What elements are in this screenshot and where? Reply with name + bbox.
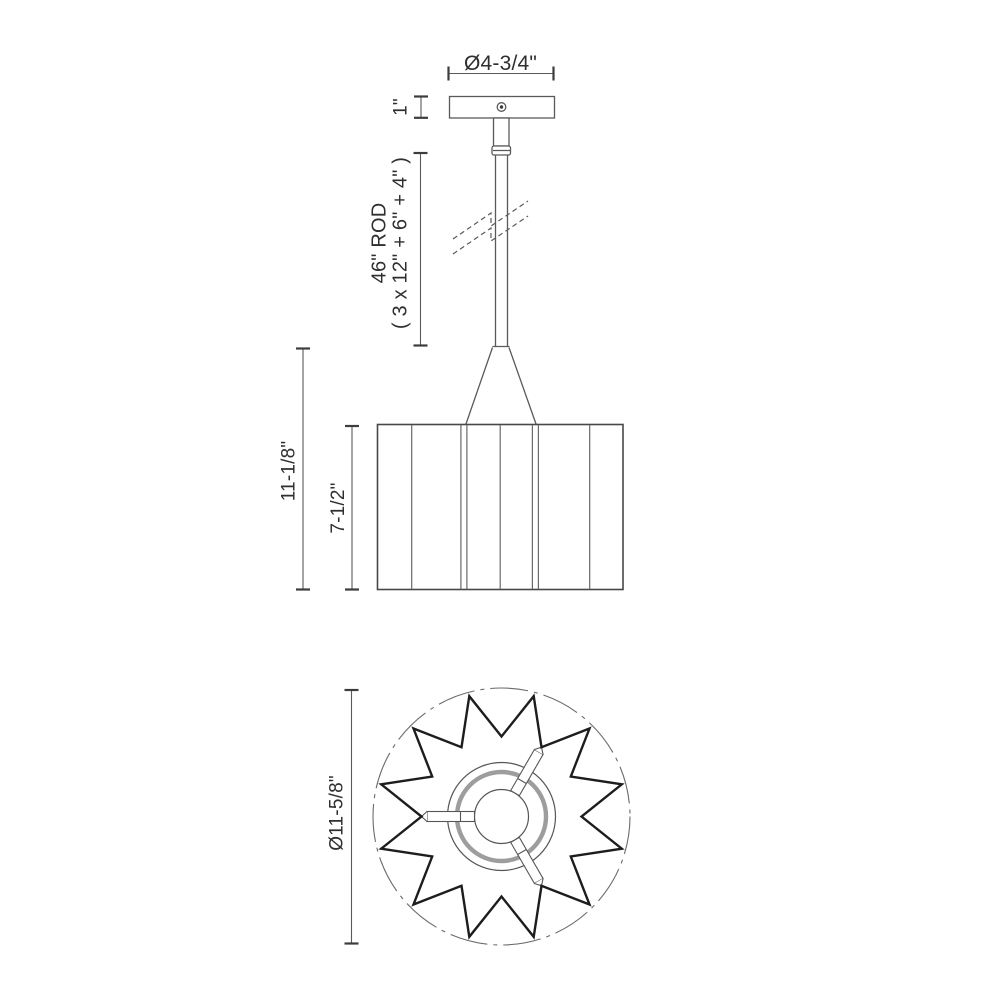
screw-slot bbox=[500, 105, 503, 108]
fixture-height-dimension bbox=[279, 349, 311, 590]
bottom-view bbox=[327, 688, 631, 945]
dimension-label: Ø4-3/4" bbox=[463, 52, 538, 75]
dimension-label: Ø11-5/8" bbox=[326, 775, 348, 851]
hang-stem bbox=[494, 118, 510, 146]
side-elevation-view bbox=[279, 52, 624, 590]
hanger-cone bbox=[466, 348, 536, 425]
hub-inner-circle bbox=[475, 790, 529, 844]
canopy-height-dimension bbox=[391, 97, 429, 118]
support-arm bbox=[511, 745, 546, 796]
support-arm bbox=[422, 812, 475, 822]
cone-left-leg bbox=[466, 348, 493, 425]
shade-diameter-dimension bbox=[327, 690, 359, 944]
drum-shade-front bbox=[378, 425, 624, 590]
support-arm bbox=[511, 837, 546, 888]
rod bbox=[493, 155, 510, 347]
rod-break-symbol bbox=[453, 201, 528, 254]
dimension-label-rod-length: 46" ROD bbox=[368, 202, 391, 284]
rod-length-dimension bbox=[369, 153, 428, 346]
dimension-label: 11-1/8" bbox=[278, 440, 300, 502]
dimension-label: 7-1/2" bbox=[328, 482, 349, 534]
rod-coupler bbox=[492, 146, 511, 155]
support-arms bbox=[422, 745, 546, 889]
canopy-diameter-dimension bbox=[449, 52, 554, 81]
shade-height-dimension bbox=[328, 426, 359, 590]
pleated-shade-star bbox=[381, 696, 622, 937]
dimension-label: 1" bbox=[390, 98, 412, 116]
cone-right-leg bbox=[509, 348, 536, 425]
arm-body bbox=[427, 812, 475, 822]
dimension-label-rod-breakdown: ( 3 x 12" + 6" + 4" ) bbox=[389, 156, 412, 330]
